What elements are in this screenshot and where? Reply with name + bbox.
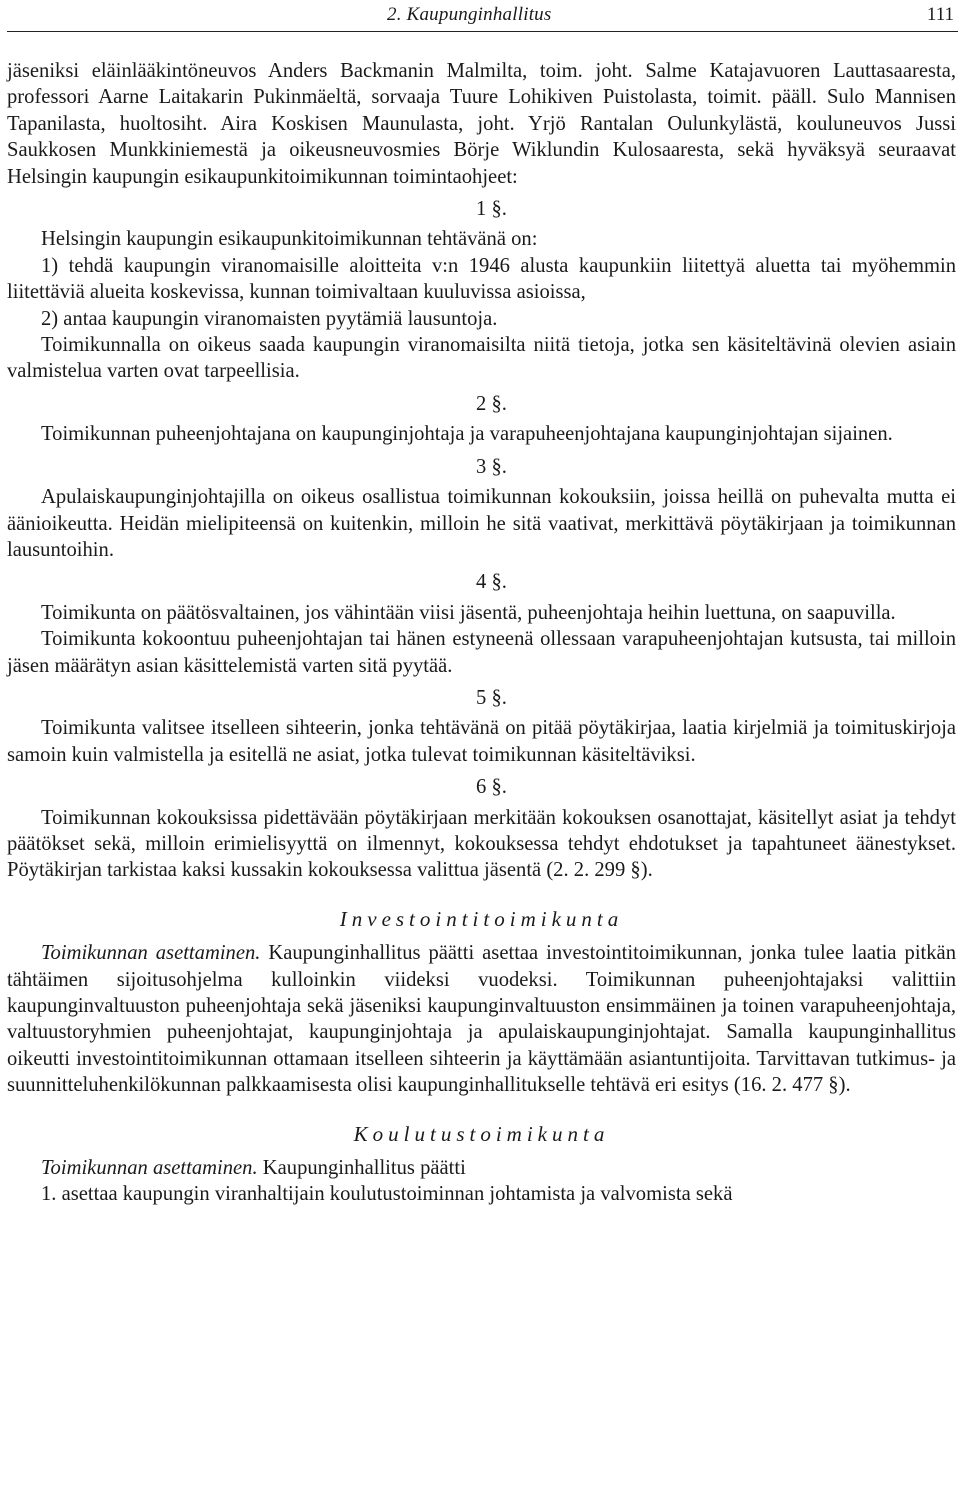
- running-header: [7, 0, 958, 36]
- heading-koulutustoimikunta: Koulutustoimikunta: [353, 1121, 610, 1146]
- section-2-mark: 2 §.: [476, 392, 507, 415]
- paragraph-9: 1. asettaa kaupungin viranhaltijain koulutustoiminnan johtamista ja valvomista sekä: [41, 1183, 733, 1206]
- page-number: 111: [926, 4, 954, 25]
- paragraph-7-lead: Toimikunnan asettaminen.: [41, 942, 261, 965]
- paragraph-4a: Toimikunta on päätösvaltainen, jos vähintään viisi jäsentä, puheenjohtaja heihin luettuna, on saapuvilla.: [41, 601, 896, 624]
- section-4-mark: 4 §.: [476, 571, 507, 594]
- document-body: [7, 58, 956, 1208]
- paragraph-8-text: Kaupunginhallitus päätti: [257, 1157, 466, 1180]
- section-6-mark: 6 §.: [476, 776, 507, 799]
- paragraph-1b: 1) tehdä kaupungin viranomaisille aloitteita v:n 1946 alusta kaupunkiin liitettyä aluetta tai myöhemmin liitettäviä alueita koskevissa, kunnan toimivaltaan kuuluvissa asioissa,: [7, 254, 956, 304]
- section-1-mark: 1 §.: [476, 198, 507, 221]
- paragraph-3: Apulaiskaupunginjohtajilla on oikeus osallistua toimikunnan kokouksiin, joissa heillä on puhevalta mutta ei äänioikeutta. Heidän mielipiteensä on kuitenkin, milloin he sitä vaativat, merkittävä pöytäkirjaan ja toimikunnan lausuntoihin.: [7, 486, 956, 561]
- paragraph-1a: Helsingin kaupungin esikaupunkitoimikunnan tehtävänä on:: [41, 228, 538, 251]
- paragraph-2: Toimikunnan puheenjohtajana on kaupunginjohtaja ja varapuheenjohtajana kaupunginjohtajan sijainen.: [41, 423, 893, 446]
- heading-investointitoimikunta: Investointitoimikunta: [339, 906, 624, 931]
- section-3-mark: 3 §.: [476, 455, 507, 478]
- paragraph-4b: Toimikunta kokoontuu puheenjohtajan tai hänen estyneenä ollessaan varapuheenjohtajan kutsusta, tai milloin jäsen määrätyn asian käsittelemistä varten sitä pyytää.: [7, 628, 956, 677]
- paragraph-1c: 2) antaa kaupungin viranomaisten pyytämiä lausuntoja.: [41, 307, 498, 330]
- section-5-mark: 5 §.: [476, 686, 507, 709]
- header-rule: [7, 31, 958, 32]
- running-header-title: 2. Kaupunginhallitus: [387, 4, 552, 25]
- paragraph-8-lead: Toimikunnan asettaminen.: [41, 1157, 258, 1180]
- paragraph-1d: Toimikunnalla on oikeus saada kaupungin viranomaisilta niitä tietoja, jotka sen käsiteltävinä olevien asiain valmistelua varten ovat tarpeellisia.: [7, 334, 956, 383]
- paragraph-7-text: Kaupunginhallitus päätti asettaa investointitoimikunnan, jonka tulee laatia pitkän tähtäimen sijoitusohjelma kulloinkin viideksi vuodeksi. Toimikunnan puheenjohtajaksi valittiin kaupunginvaltuuston puheenjohtaja sekä jäseniksi kaupunginvaltuuston ensimmäinen ja toinen varapuheenjohtaja, valtuustoryhmien puheenjohtajat, kaupunginjohtaja ja apulaiskaupunginjohtajat. Samalla kaupunginhallitus oikeutti investointitoimikunnan ottamaan itselleen sihteerin ja käyttämään asiantuntijoita. Tarvittavan tutkimus- ja suunnitteluhenkilökunnan palkkaamisesta olisi kaupunginhallitukselle tehtävä eri esitys (16. 2. 477 §).: [7, 942, 956, 1097]
- paragraph-5: Toimikunta valitsee itselleen sihteerin, jonka tehtävänä on pitää pöytäkirjaa, laatia kirjelmiä ja toimituskirjoja samoin kuin valmistella ja esitellä ne asiat, jotka tulevat toimikunnan käsiteltäviksi.: [7, 717, 956, 766]
- paragraph-6: Toimikunnan kokouksissa pidettävään pöytäkirjaan merkitään kokouksen osanottajat, käsitellyt asiat ja tehdyt päätökset sekä, milloin erimielisyyttä on ilmennyt, kokouksessa tehdyt ehdotukset ja tapahtuneet äänestykset. Pöytäkirjan tarkistaa kaksi kussakin kokouksessa valittua jäsentä (2. 2. 299 §).: [7, 806, 956, 882]
- paragraph-7: [7, 940, 956, 1098]
- paragraph-intro: jäseniksi eläinlääkintöneuvos Anders Backmanin Malmilta, toim. joht. Salme Katajavuoren Lauttasaaresta, professori Aarne Laitakarin Pukinmäeltä, sorvaaja Tuure Lohikiven Puistolasta, toimit. pääll. Sulo Mannisen Tapanilasta, huoltosiht. Aira Koskisen Maunulasta, joht. Yrjö Rantalan Oulunkylästä, kouluneuvos Jussi Saukkosen Munkkiniemestä ja oikeusneuvosmies Börje Wiklundin Kulosaaresta, sekä hyväksyä seuraavat Helsingin kaupungin esikaupunkitoimikunnan toimintaohjeet:: [7, 60, 956, 188]
- paragraph-8: [7, 1155, 956, 1181]
